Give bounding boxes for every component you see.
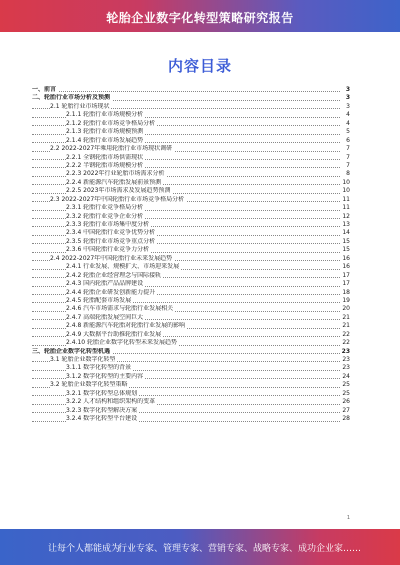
header-banner [0, 0, 400, 32]
toc-entry-title: 2.4.9 大数据平台助推轮胎行业发展 [66, 330, 162, 338]
toc-entry-title: 2.1.3 轮胎行业市场规模预测 [66, 128, 144, 136]
toc-entry-page: 24 [342, 372, 350, 380]
toc-entry[interactable] [32, 187, 350, 195]
toc-entry-title: 2.4.7 高端轮胎发展空间巨大 [66, 313, 144, 321]
toc-entry[interactable] [32, 221, 350, 229]
toc-entry-page: 4 [346, 119, 350, 127]
toc-entry-page: 23 [342, 364, 350, 372]
toc-entry-page: 4 [346, 111, 350, 119]
toc-entry-title: 2.3.2 轮胎行业竞争企业分析 [66, 212, 144, 220]
toc-entry-page: 17 [342, 271, 350, 279]
toc-entry-title: 2.3.1 轮胎行业竞争格局分析 [66, 204, 144, 212]
toc-entry-title: 2.1.1 轮胎行业市场规模分析 [66, 111, 144, 119]
toc-entry-page: 7 [346, 153, 350, 161]
toc-entry-page: 12 [342, 212, 350, 220]
toc-entry-page: 23 [341, 347, 350, 355]
toc-entry[interactable] [32, 390, 350, 398]
toc-entry-title: 3.1.2 数字化转型的主要内容 [66, 372, 144, 380]
toc-entry-title: 3.2.4 数字化转型平台建设 [66, 415, 138, 423]
toc-entry[interactable] [32, 94, 350, 102]
toc-entry[interactable] [32, 128, 350, 136]
toc-entry-title: 一、前言 [32, 86, 57, 93]
toc-entry-page: 18 [342, 288, 350, 296]
toc-entry[interactable] [32, 86, 350, 94]
toc-entry-title: 2.3.4 中国轮胎行业竞争优势分析 [66, 229, 156, 237]
toc-entry[interactable] [32, 297, 350, 305]
toc-entry-page: 21 [342, 322, 350, 330]
toc-entry[interactable] [32, 322, 350, 330]
toc-entry-page: 25 [342, 381, 350, 389]
page-title: 内容目录 [167, 57, 232, 75]
toc-entry-title: 2.4.3 国内轮胎产品品牌建设 [66, 280, 144, 288]
toc-entry-page: 20 [342, 305, 350, 313]
toc-entry-page: 7 [346, 161, 350, 169]
toc-entry[interactable] [32, 204, 350, 212]
toc-entry[interactable] [32, 398, 350, 406]
toc-entry-page: 22 [342, 339, 350, 347]
toc-entry[interactable] [32, 373, 350, 381]
toc-entry-page: 23 [342, 356, 350, 363]
toc-entry[interactable] [32, 364, 350, 372]
toc-entry[interactable] [32, 145, 350, 153]
toc-entry-page: 15 [342, 246, 350, 254]
toc-entry-page: 21 [342, 313, 350, 321]
toc-entry[interactable] [32, 280, 350, 288]
toc-entry-page: 11 [342, 195, 350, 203]
toc-entry[interactable] [32, 263, 350, 271]
toc-entry-title: 2.3.3 轮胎行业市场集中度分析 [66, 221, 150, 228]
toc-entry[interactable] [32, 314, 350, 322]
toc-entry-page: 10 [342, 187, 350, 195]
toc-entry[interactable] [32, 120, 350, 128]
toc-entry[interactable] [32, 339, 350, 347]
footer-slogan-right: 行业专家、管理专家、营销专家、战略专家、成功企业家…… [118, 544, 362, 554]
toc-entry-title: 3.2.3 数字化转型解决方案 [66, 406, 138, 414]
toc-entry-title: 2.2.3 2022年行业轮胎市场需求分析 [66, 170, 165, 178]
toc-entry-title: 2.4.10 轮胎企业数字化转型未来发展趋势 [66, 339, 177, 347]
toc-entry-title: 2.4.1 行业发展、规模扩大、市场迎来发展 [66, 263, 180, 271]
toc-entry-page: 13 [342, 221, 350, 228]
toc-entry-page: 3 [345, 94, 350, 102]
toc-entry-page: 6 [346, 136, 350, 144]
toc-entry-title: 2.3.5 轮胎行业市场竞争重点分析 [66, 237, 156, 245]
toc-entry-page: 27 [342, 406, 350, 414]
toc-entry-title: 2.1.4 轮胎行业市场发展趋势 [66, 136, 144, 144]
toc-entry[interactable] [32, 170, 350, 178]
toc-entry-page: 25 [342, 389, 350, 397]
toc-entry[interactable] [32, 162, 350, 170]
toc-entry[interactable] [32, 289, 350, 297]
toc-entry-title: 2.1 轮胎行业市场现状 [50, 102, 110, 110]
toc-entry-page: 28 [342, 415, 350, 423]
toc-entry-page: 22 [342, 330, 350, 338]
toc-entry[interactable] [32, 238, 350, 246]
toc-entry-title: 2.2.1 全钢轮胎市场供需现状 [66, 153, 144, 161]
report-title: 轮胎企业数字化转型策略研究报告 [106, 11, 294, 25]
toc-entry[interactable] [32, 331, 350, 339]
toc-entry-title: 三、轮胎企业数字化转型机遇 [32, 347, 111, 355]
toc-entry[interactable] [32, 229, 350, 237]
toc-entry-title: 2.2.5 2023年市场需求及发展趋势预测 [66, 187, 171, 195]
toc-entry[interactable] [32, 196, 350, 204]
toc-entry-page: 15 [342, 237, 350, 245]
toc-entry[interactable] [32, 154, 350, 162]
toc-entry-page: 26 [342, 398, 350, 406]
toc-entry[interactable] [32, 255, 350, 263]
toc-entry-page: 11 [342, 204, 350, 212]
toc-entry-title: 2.4.8 新能源汽车轮胎对轮胎行业发展的影响 [66, 322, 186, 330]
toc-entry-page: 5 [346, 128, 350, 136]
toc-entry-page: 10 [342, 178, 350, 186]
toc-entry-title: 3.1 轮胎企业数字化转型 [50, 356, 116, 363]
toc-entry-title: 2.2.2 半钢轮胎市场规模分析 [66, 161, 144, 169]
toc-entry-title: 2.4.2 轮胎企业经营理念与国际接轨 [66, 271, 162, 279]
toc-entry-page: 16 [342, 254, 350, 262]
toc-entry-title: 2.4.5 轮胎配套市场发展 [66, 296, 132, 304]
toc-entry-title: 2.1.2 轮胎行业市场竞争格局分析 [66, 119, 156, 127]
toc-entry-title: 2.4.4 轮胎企业研发创新能力提升 [66, 288, 156, 296]
page-number: 1 [346, 515, 350, 521]
toc-entry[interactable] [32, 348, 350, 356]
toc-entry-title: 3.1.1 数字化转型的背景 [66, 364, 132, 372]
toc-entry-page: 3 [345, 86, 350, 93]
toc-entry[interactable] [32, 137, 350, 145]
toc-entry[interactable] [32, 415, 350, 423]
toc-entry-title: 2.3.6 中国轮胎行业竞争力分析 [66, 246, 150, 254]
toc-entry-page: 7 [346, 145, 350, 153]
toc-entry-title: 2.4.6 汽车市场需求与轮胎行业发展相关 [66, 305, 174, 313]
toc-entry[interactable] [32, 213, 350, 221]
toc-leader-dots [32, 91, 340, 92]
toc-entry-title: 3.2.1 数字化转型总体规划 [66, 389, 138, 397]
toc-entry-title: 2.4 2022-2027年中国轮胎行业未来发展趋势 [50, 254, 173, 262]
toc-entry-title: 二、轮胎行业市场分析及预测 [32, 94, 111, 102]
toc-entry-page: 16 [342, 263, 350, 271]
footer-banner [0, 529, 400, 565]
toc-entry[interactable] [32, 356, 350, 364]
toc-entry-title: 3.2 轮胎企业数字化转型策略 [50, 381, 128, 389]
toc-entry-title: 3.2.2 人才结构和组织架构的变革 [66, 398, 156, 406]
toc-entry-page: 3 [346, 102, 350, 110]
toc-entry[interactable] [32, 407, 350, 415]
toc-entry-title: 2.2 2022-2027年乘用轮胎行业市场现状调研 [50, 145, 173, 153]
toc-entry[interactable] [32, 179, 350, 187]
table-of-contents [32, 86, 350, 424]
toc-entry[interactable] [32, 103, 350, 111]
toc-entry-page: 14 [342, 229, 350, 237]
toc-entry-page: 8 [346, 170, 350, 178]
toc-entry-page: 17 [342, 280, 350, 288]
toc-entry[interactable] [32, 272, 350, 280]
toc-entry[interactable] [32, 381, 350, 389]
toc-entry[interactable] [32, 246, 350, 254]
toc-entry-page: 19 [342, 296, 350, 304]
footer-slogan-left: 让每个人都能成为 [48, 544, 121, 554]
toc-entry[interactable] [32, 111, 350, 119]
toc-entry-title: 2.2.4 新能源汽车轮胎发展前景预测 [66, 178, 162, 186]
toc-entry-title: 2.3 2022-2027年中国轮胎行业市场竞争格局分析 [50, 195, 185, 203]
toc-entry[interactable] [32, 305, 350, 313]
